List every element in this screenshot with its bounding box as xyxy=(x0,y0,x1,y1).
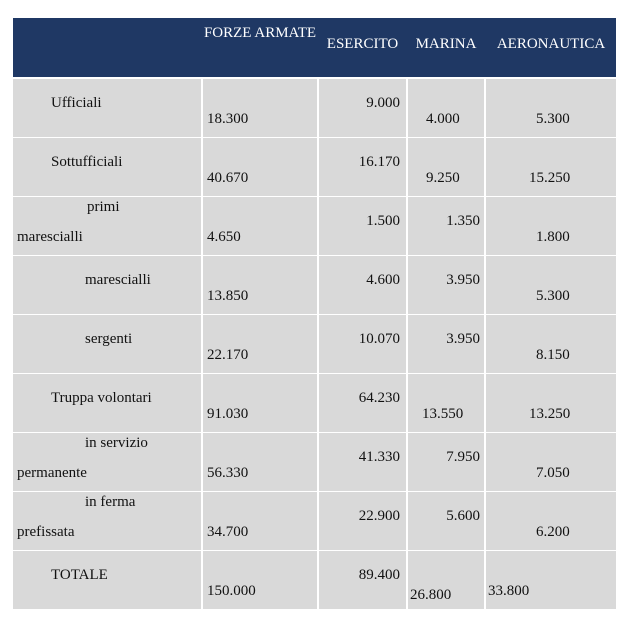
row-label: sergenti xyxy=(85,331,133,347)
aeronautica-value: 8.150 xyxy=(536,347,570,363)
table-row-total xyxy=(13,551,616,609)
aeronautica-cell xyxy=(486,197,616,255)
marina-cell xyxy=(408,197,484,255)
marina-value: 3.950 xyxy=(446,272,480,288)
forze-armate-cell xyxy=(203,551,317,609)
marina-value: 13.550 xyxy=(422,406,464,422)
table-row xyxy=(13,138,616,196)
aeronautica-value: 5.300 xyxy=(536,288,570,304)
forze-armate-value: 13.850 xyxy=(207,288,249,304)
esercito-value: 89.400 xyxy=(358,567,400,583)
esercito-cell xyxy=(319,492,406,550)
row-label-cell xyxy=(13,79,201,137)
row-label-line1: in servizio xyxy=(85,435,148,451)
aeronautica-cell xyxy=(486,551,616,609)
marina-value: 9.250 xyxy=(426,170,460,186)
forze-armate-cell xyxy=(203,256,317,314)
marina-value: 3.950 xyxy=(446,331,480,347)
esercito-value: 64.230 xyxy=(358,390,400,406)
header-marina xyxy=(408,18,484,77)
aeronautica-cell xyxy=(486,492,616,550)
forze-armate-value: 34.700 xyxy=(207,524,249,540)
aeronautica-cell xyxy=(486,79,616,137)
esercito-value: 9.000 xyxy=(366,95,400,111)
row-label-cell xyxy=(13,374,201,432)
esercito-cell xyxy=(319,315,406,373)
header-aeronautica xyxy=(486,18,616,77)
row-label-cell xyxy=(13,492,201,550)
row-label-cell xyxy=(13,197,201,255)
row-label-line1: primi xyxy=(87,199,120,215)
table-row xyxy=(13,374,616,432)
aeronautica-value: 1.800 xyxy=(536,229,570,245)
header-marina-label: MARINA xyxy=(415,36,477,52)
marina-value: 26.800 xyxy=(410,587,452,603)
forze-armate-value: 22.170 xyxy=(207,347,249,363)
marina-cell xyxy=(408,492,484,550)
esercito-value: 16.170 xyxy=(358,154,400,170)
esercito-cell xyxy=(319,551,406,609)
marina-value: 5.600 xyxy=(446,508,480,524)
marina-cell xyxy=(408,138,484,196)
forze-armate-value: 18.300 xyxy=(207,111,249,127)
row-label-line2: permanente xyxy=(17,465,87,481)
esercito-value: 1.500 xyxy=(366,213,400,229)
forze-armate-value: 4.650 xyxy=(207,229,241,245)
forze-armate-cell xyxy=(203,138,317,196)
forze-armate-cell xyxy=(203,315,317,373)
row-label-cell xyxy=(13,315,201,373)
marina-cell xyxy=(408,256,484,314)
aeronautica-cell xyxy=(486,138,616,196)
esercito-cell xyxy=(319,256,406,314)
row-label: Truppa volontari xyxy=(51,390,152,406)
esercito-cell xyxy=(319,197,406,255)
aeronautica-cell xyxy=(486,256,616,314)
aeronautica-cell xyxy=(486,374,616,432)
marina-value: 4.000 xyxy=(426,111,460,127)
row-label-cell xyxy=(13,433,201,491)
forze-armate-value: 40.670 xyxy=(207,170,249,186)
marina-value: 7.950 xyxy=(446,449,480,465)
aeronautica-value: 6.200 xyxy=(536,524,570,540)
table-row xyxy=(13,433,616,491)
forze-armate-cell xyxy=(203,492,317,550)
header-esercito xyxy=(319,18,406,77)
aeronautica-value: 33.800 xyxy=(488,583,530,599)
forze-armate-cell xyxy=(203,197,317,255)
table-row xyxy=(13,79,616,137)
marina-cell xyxy=(408,374,484,432)
header-forze-armate xyxy=(203,18,317,77)
esercito-cell xyxy=(319,433,406,491)
aeronautica-value: 5.300 xyxy=(536,111,570,127)
row-label: marescialli xyxy=(85,272,151,288)
header-forze-armate-label: FORZE ARMATE xyxy=(203,25,317,41)
aeronautica-cell xyxy=(486,433,616,491)
header-aeronautica-label: AERONAUTICA xyxy=(496,36,606,52)
forze-armate-value: 91.030 xyxy=(207,406,249,422)
forze-armate-value: 56.330 xyxy=(207,465,249,481)
row-label-cell xyxy=(13,551,201,609)
row-label-line2: marescialli xyxy=(17,229,83,245)
row-label: Sottufficiali xyxy=(51,154,123,170)
marina-cell xyxy=(408,551,484,609)
row-label-cell xyxy=(13,138,201,196)
aeronautica-cell xyxy=(486,315,616,373)
forze-armate-cell xyxy=(203,433,317,491)
row-label-line2: prefissata xyxy=(17,524,75,540)
esercito-value: 10.070 xyxy=(358,331,400,347)
esercito-value: 4.600 xyxy=(366,272,400,288)
row-label: Ufficiali xyxy=(51,95,102,111)
row-label-line1: in ferma xyxy=(85,494,136,510)
marina-cell xyxy=(408,79,484,137)
row-label: TOTALE xyxy=(51,567,108,583)
table-header xyxy=(13,18,616,77)
marina-cell xyxy=(408,315,484,373)
marina-cell xyxy=(408,433,484,491)
forze-armate-value: 150.000 xyxy=(207,583,256,599)
table-row xyxy=(13,492,616,550)
table-row xyxy=(13,315,616,373)
forze-armate-cell xyxy=(203,79,317,137)
marina-value: 1.350 xyxy=(446,213,480,229)
header-esercito-label: ESERCITO xyxy=(326,36,399,52)
esercito-value: 22.900 xyxy=(358,508,400,524)
aeronautica-value: 13.250 xyxy=(529,406,571,422)
aeronautica-value: 15.250 xyxy=(529,170,571,186)
row-label-cell xyxy=(13,256,201,314)
table-row xyxy=(13,197,616,255)
esercito-cell xyxy=(319,374,406,432)
header-empty-cell xyxy=(13,18,201,77)
forze-armate-cell xyxy=(203,374,317,432)
table-row xyxy=(13,256,616,314)
aeronautica-value: 7.050 xyxy=(536,465,570,481)
esercito-cell xyxy=(319,138,406,196)
esercito-cell xyxy=(319,79,406,137)
esercito-value: 41.330 xyxy=(358,449,400,465)
